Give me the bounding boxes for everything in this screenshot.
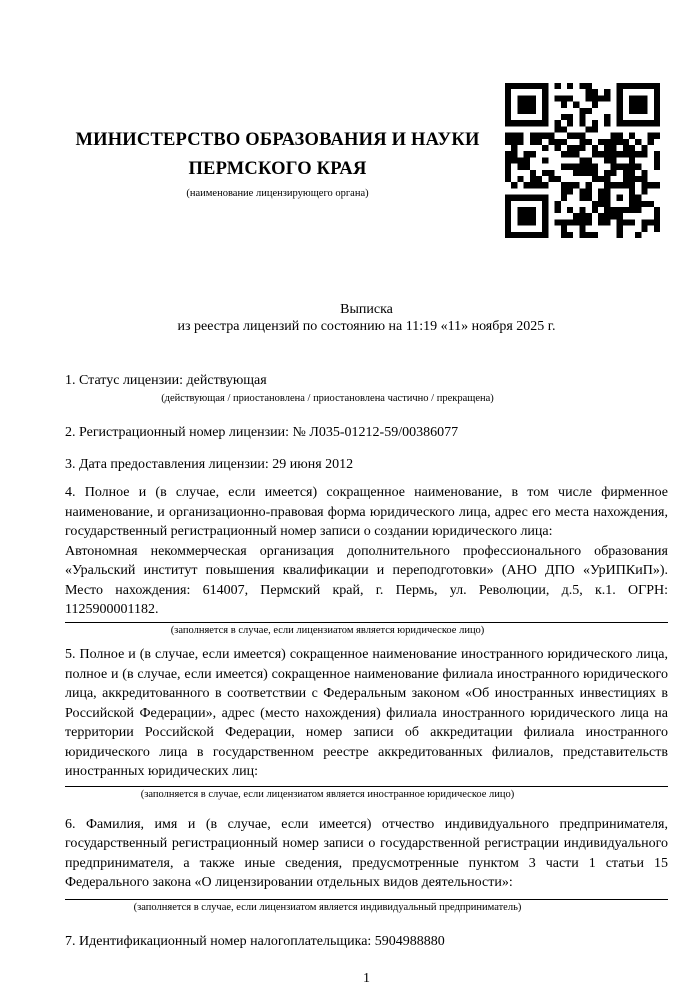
item-6-label: 6. Фамилия, имя и (в случае, если имеется) отчество индивидуального предпринимателя, государственный регистрационный номер записи о государственной регистрации индивидуального предпринимателя, а также иные сведения, предусмотренные пунктом 3 части 1 статьи 15 Федерального закона «О лицензировании отдельных видов деятельности»:: [65, 816, 668, 890]
document-header: [0, 0, 700, 243]
item-3-grant-date: 3. Дата предоставления лицензии: 29 июня 2012: [65, 457, 354, 472]
page-number: 1: [363, 971, 370, 986]
item-1-note: (действующая / приостановлена / приостановлена частично / прекращена): [161, 392, 494, 404]
item-1-license-status: 1. Статус лицензии: действующая: [65, 373, 267, 388]
fill-line-foreign-entity: [65, 786, 668, 787]
document-subtitle: из реестра лицензий по состоянию на 11:19 «11» ноября 2025 г.: [177, 319, 556, 334]
item-4-value: Автономная некоммерческая организация дополнительного профессионального образования «Уральский институт повышения квалификации и переподготовки» (АНО ДПО «УрИПКиП»). Место нахождения: 614007, Пермский край, г. Пермь, ул. Революции, д.5, к.1. ОГРН: 1125900001182.: [65, 543, 668, 617]
item-4-label: 4. Полное и (в случае, если имеется) сокращенное наименование, в том числе фирменное наименование, и организационно-правовая форма юридического лица, адрес его места нахождения, государственный регистрационный номер записи о создании юридического лица:: [65, 485, 668, 539]
ministry-name-line2: ПЕРМСКОГО КРАЯ: [188, 159, 367, 179]
qr-code: [505, 83, 660, 238]
item-5-label: 5. Полное и (в случае, если имеется) сокращенное наименование иностранного юридического лица, полное и (в случае, если имеется) сокращенное наименование филиала иностранного юридического лица, аккредитованного в соответствии с Федеральным законом «Об иностранных инвестициях в Российской Федерации», адрес (место нахождения) филиала иностранного юридического лица на территории Российской Федерации, номер записи об аккредитации филиала иностранного юридического лица в государственном реестре аккредитованных филиалов, представительств иностранных юридических лиц:: [65, 647, 668, 779]
fill-line-entrepreneur: [65, 899, 668, 900]
licensing-authority-block: [65, 126, 490, 200]
document-title-block: [65, 301, 668, 335]
fill-line-legal-entity: [65, 622, 668, 623]
document-title: Выписка: [340, 302, 393, 317]
item-7-taxpayer-number: 7. Идентификационный номер налогоплательщика: 5904988880: [65, 933, 445, 949]
item-2-registration-number: 2. Регистрационный номер лицензии: № Л035-01212-59/00386077: [65, 424, 459, 440]
ministry-note: (наименование лицензирующего органа): [186, 188, 369, 199]
item-5-note: (заполняется в случае, если лицензиатом является иностранное юридическое лицо): [140, 788, 515, 800]
document-body: [65, 301, 668, 989]
ministry-name-line1: МИНИСТЕРСТВО ОБРАЗОВАНИЯ И НАУКИ: [75, 130, 480, 150]
item-6-note: (заполняется в случае, если лицензиатом является индивидуальный предприниматель): [133, 901, 522, 913]
item-4-note: (заполняется в случае, если лицензиатом является юридическое лицо): [170, 624, 485, 636]
